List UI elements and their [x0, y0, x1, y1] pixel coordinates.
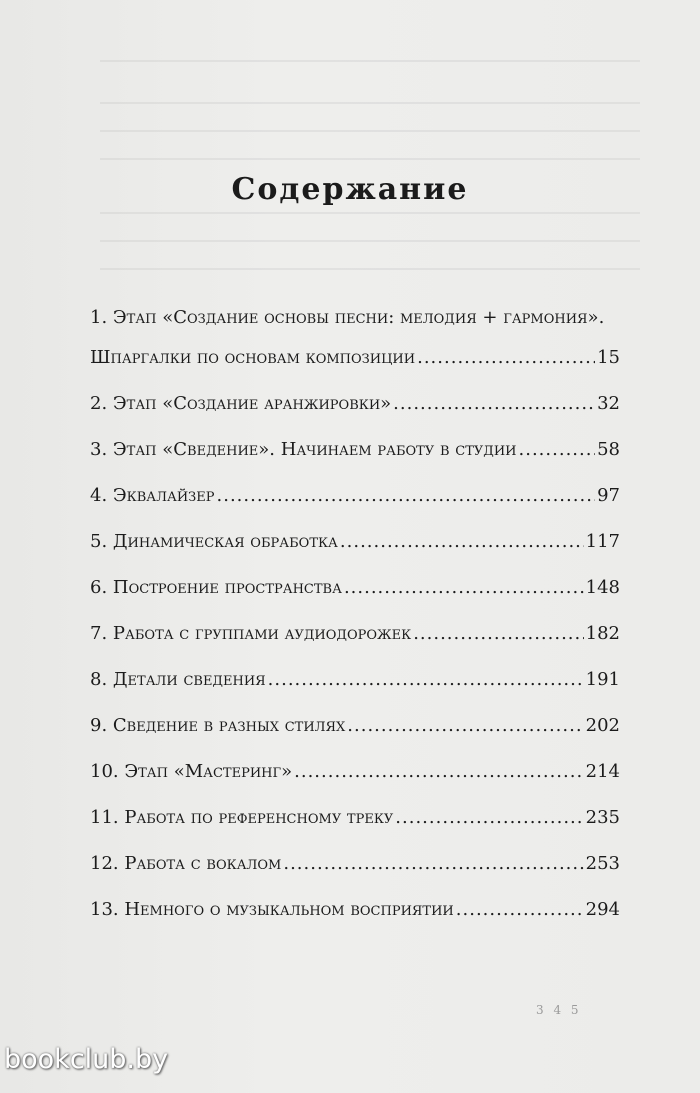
toc-leader-dots [217, 482, 596, 510]
show-through-line [100, 212, 640, 214]
toc-intro-line: 1. Этап «Создание основы песни: мелодия + гармония». [90, 307, 605, 328]
toc-page-number: 97 [597, 485, 620, 506]
toc-leader-dots [456, 896, 584, 924]
toc-entry-label: Шпаргалки по основам композиции [90, 347, 416, 368]
toc-page-number: 32 [597, 393, 620, 414]
show-through-line [100, 268, 640, 270]
toc-page-number: 191 [585, 669, 620, 690]
toc-entry-label: 8. Детали сведения [90, 669, 266, 690]
toc-entry-label: 12. Работа с вокалом [90, 853, 282, 874]
toc-leader-dots [283, 850, 583, 878]
toc-leader-dots [344, 574, 584, 602]
toc-leader-dots [413, 620, 583, 648]
show-through-line [100, 158, 640, 160]
toc-entry [90, 804, 620, 850]
toc-entry-label: 3. Этап «Сведение». Начинаем работу в студии [90, 439, 517, 460]
toc-leader-dots [395, 804, 583, 832]
footer-mark: 3 4 5 [536, 1003, 582, 1017]
toc-entry [90, 758, 620, 804]
toc-entry [90, 850, 620, 896]
toc-leader-dots [268, 666, 584, 694]
toc-leader-dots [294, 758, 584, 786]
toc-leader-dots [519, 436, 596, 464]
toc-entry [90, 344, 620, 390]
toc-page-number: 294 [585, 899, 620, 920]
toc-leader-dots [347, 712, 583, 740]
table-of-contents [90, 304, 620, 942]
toc-page-number: 182 [585, 623, 620, 644]
toc-entry-label: 9. Сведение в разных стилях [90, 715, 346, 736]
toc-entry [90, 482, 620, 528]
toc-entry-label: 10. Этап «Мастеринг» [90, 761, 293, 782]
toc-page-number: 214 [585, 761, 620, 782]
toc-entry [90, 712, 620, 758]
toc-page-number: 15 [597, 347, 620, 368]
toc-entry-label: 4. Эквалайзер [90, 485, 215, 506]
toc-entry [90, 620, 620, 666]
toc-page-number: 117 [585, 531, 620, 552]
toc-entry [90, 528, 620, 574]
toc-page-number: 58 [597, 439, 620, 460]
show-through-line [100, 240, 640, 242]
page-title: Содержание [231, 172, 469, 207]
toc-entry-label: 2. Этап «Создание аранжировки» [90, 393, 392, 414]
toc-entry-label: 5. Динамическая обработка [90, 531, 338, 552]
toc-entry [90, 896, 620, 942]
toc-page-number: 235 [585, 807, 620, 828]
show-through-line [100, 102, 640, 104]
toc-leader-dots [417, 344, 595, 372]
toc-entry-label: 11. Работа по референсному треку [90, 807, 394, 828]
toc-page-number: 148 [585, 577, 620, 598]
toc-entry [90, 390, 620, 436]
show-through-line [100, 130, 640, 132]
toc-leader-dots [393, 390, 595, 418]
watermark-logo: bookclub.by [4, 1044, 169, 1075]
toc-leader-dots [340, 528, 584, 556]
toc-page-number: 253 [585, 853, 620, 874]
toc-entry-label: 7. Работа с группами аудиодорожек [90, 623, 412, 644]
toc-entry [90, 574, 620, 620]
toc-page-number: 202 [585, 715, 620, 736]
toc-entry [90, 666, 620, 712]
show-through-line [100, 60, 640, 62]
toc-entry-label: 13. Немного о музыкальном восприятии [90, 899, 454, 920]
toc-entry [90, 436, 620, 482]
toc-entry-label: 6. Построение пространства [90, 577, 342, 598]
